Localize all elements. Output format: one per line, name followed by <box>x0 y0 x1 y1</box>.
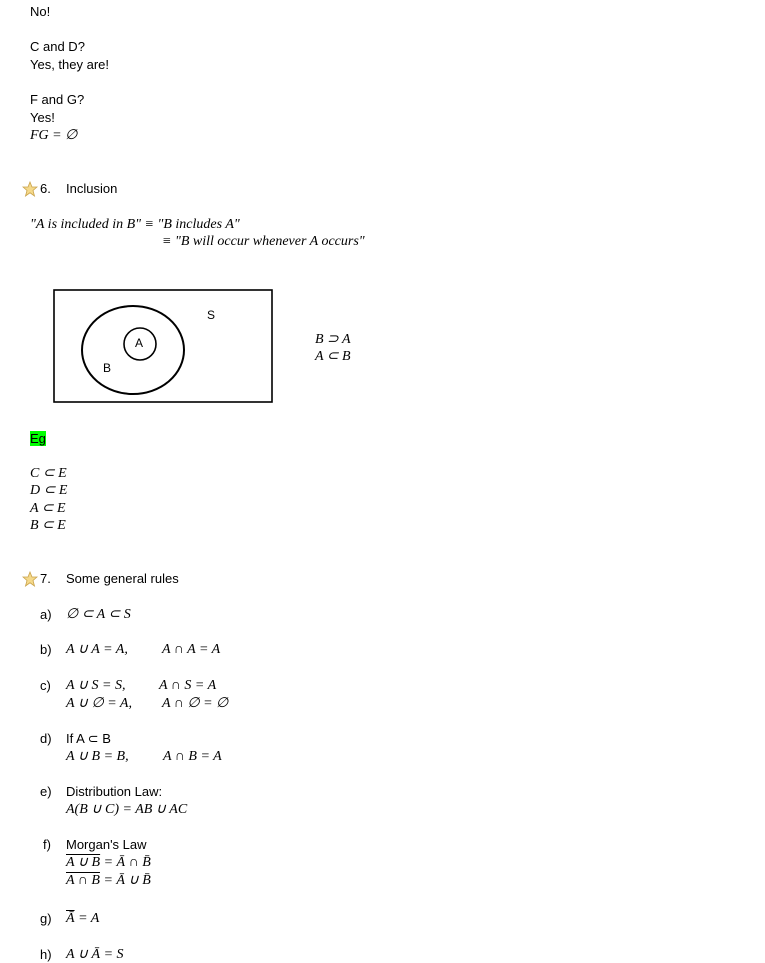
example-label: Eg <box>30 431 46 446</box>
rule-d-label: d) <box>40 731 52 746</box>
rule-f-title: Morgan's Law <box>66 837 147 852</box>
example-line: C ⊂ E <box>30 466 67 481</box>
rule-g-formula: $\overline{Ā} = A$ <box>66 911 100 926</box>
answer-no: No! <box>30 4 51 19</box>
venn-label-a: A <box>135 336 144 350</box>
rule-f-formula-2: A ∩ B = Ā ∪ B̄ <box>66 873 151 888</box>
section-6-number: 6. <box>40 181 51 196</box>
section-7-title: Some general rules <box>66 571 179 586</box>
question-c-and-d: C and D? <box>30 39 85 54</box>
rule-h-label: h) <box>40 947 52 962</box>
relation-b-superset-a: B ⊃ A <box>315 332 351 347</box>
equation-fg-empty: FG = ∅ <box>30 128 78 143</box>
venn-label-b: B <box>103 361 112 375</box>
rule-b-label: b) <box>40 642 52 657</box>
rule-g-label: g) <box>40 911 52 926</box>
rule-e-title: Distribution Law: <box>66 784 163 799</box>
rule-e-label: e) <box>40 784 52 799</box>
rule-b-formula-intersection: A ∩ A = A <box>162 642 221 657</box>
rule-c-formula: A ∩ S = A <box>159 678 217 693</box>
question-f-and-g: F and G? <box>30 92 85 107</box>
rule-c-label: c) <box>40 678 51 693</box>
example-line: A ⊂ E <box>30 501 66 516</box>
inclusion-definition-2: ≡ "B will occur whenever A occurs" <box>162 234 365 249</box>
rule-f-label: f) <box>43 837 51 852</box>
relation-a-subset-b: A ⊂ B <box>315 349 351 364</box>
example-line: B ⊂ E <box>30 518 66 533</box>
rule-f-formula-1: A ∪ B = Ā ∩ B̄ <box>66 855 151 870</box>
answer-f-and-g: Yes! <box>30 110 55 125</box>
section-7-number: 7. <box>40 571 51 586</box>
rule-e-formula: A(B ∪ C) = AB ∪ AC <box>66 802 188 817</box>
star-icon <box>22 571 38 587</box>
rule-h-formula: A ∪ Ā = S <box>66 947 124 962</box>
rule-c-formula: A ∩ ∅ = ∅ <box>162 696 229 711</box>
rule-d-formula: A ∪ B = B, <box>66 749 129 764</box>
section-6-title: Inclusion <box>66 181 118 196</box>
rule-c-formula: A ∪ ∅ = A, <box>66 696 132 711</box>
rule-b-formula-union: A ∪ A = A, <box>66 642 128 657</box>
venn-label-s: S <box>207 308 216 322</box>
example-line: D ⊂ E <box>30 483 68 498</box>
rule-d-formula: A ∩ B = A <box>163 749 222 764</box>
inclusion-definition-1: "A is included in B" ≡ "B includes A" <box>30 217 240 232</box>
rule-a-label: a) <box>40 607 52 622</box>
rule-a-formula: ∅ ⊂ A ⊂ S <box>66 607 131 622</box>
rule-c-formula: A ∪ S = S, <box>66 678 126 693</box>
answer-c-and-d: Yes, they are! <box>30 57 110 72</box>
rule-d-condition: If A ⊂ B <box>66 731 111 746</box>
